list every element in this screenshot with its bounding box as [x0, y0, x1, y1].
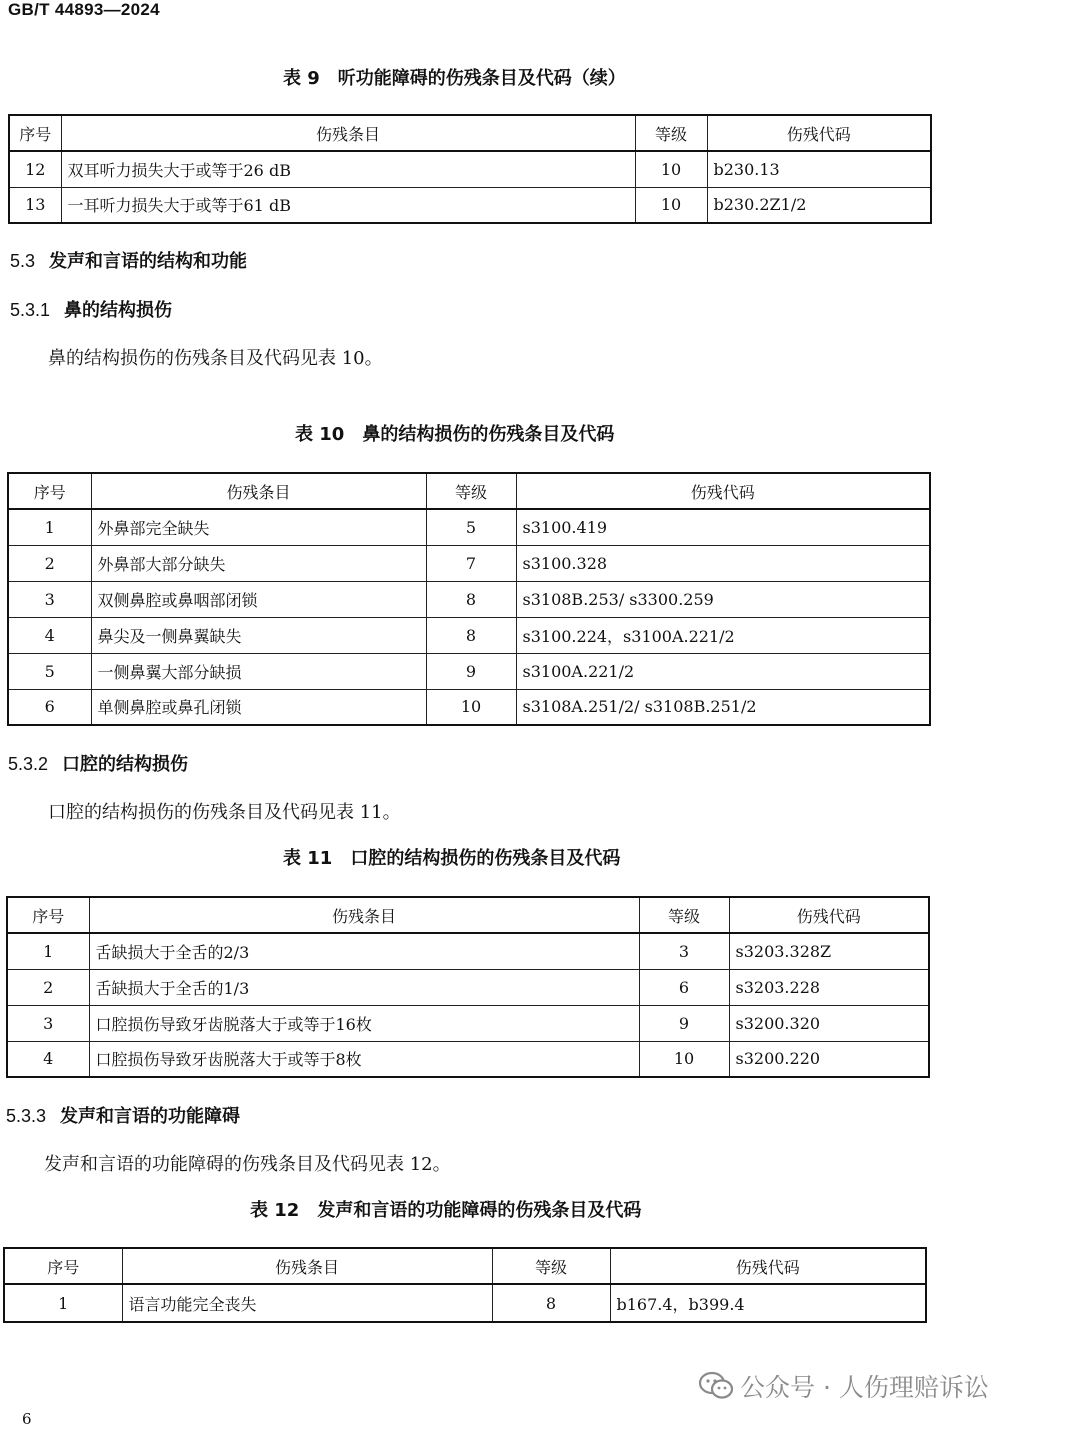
cell-grade: 8: [426, 581, 516, 617]
cell-grade: 9: [426, 653, 516, 689]
col-header-grade: 等级: [426, 473, 516, 509]
cell-item: 语言功能完全丧失: [122, 1284, 492, 1322]
cell-grade: 10: [639, 1041, 729, 1077]
cell-item: 鼻尖及一侧鼻翼缺失: [91, 617, 426, 653]
cell-index: 6: [8, 689, 91, 725]
col-header-item: 伤残条目: [89, 897, 639, 933]
col-header-grade: 等级: [492, 1248, 610, 1284]
cell-code: s3100.328: [516, 545, 930, 581]
cell-item: 外鼻部大部分缺失: [91, 545, 426, 581]
table9: [8, 114, 932, 224]
cell-index: 2: [8, 545, 91, 581]
table-row: [8, 581, 930, 617]
cell-code: b230.2Z1/2: [707, 187, 931, 223]
col-header-index: 序号: [4, 1248, 122, 1284]
cell-grade: 8: [492, 1284, 610, 1322]
cell-item: 口腔损伤导致牙齿脱落大于或等于8枚: [89, 1041, 639, 1077]
col-header-grade: 等级: [635, 115, 707, 151]
section-number: 5.3.3: [6, 1106, 47, 1126]
cell-code: s3100.224，s3100A.221/2: [516, 617, 930, 653]
cell-code: s3200.220: [729, 1041, 929, 1077]
cell-grade: 10: [426, 689, 516, 725]
cell-index: 4: [7, 1041, 89, 1077]
table12: [3, 1247, 927, 1323]
table-row: [8, 689, 930, 725]
section-title: 鼻的结构损伤: [64, 300, 173, 321]
table-row: [8, 509, 930, 545]
cell-grade: 10: [635, 151, 707, 187]
table-row: [9, 151, 931, 187]
cell-index: 3: [7, 1005, 89, 1041]
col-header-code: 伤残代码: [707, 115, 931, 151]
section-5-3-2-heading: [8, 750, 188, 776]
table-row: [8, 617, 930, 653]
cell-grade: 7: [426, 545, 516, 581]
cell-code: b230.13: [707, 151, 931, 187]
table11-caption: 表 11 口腔的结构损伤的伤残条目及代码: [283, 848, 621, 869]
section-title: 发声和言语的功能障碍: [60, 1106, 241, 1127]
cell-item: 舌缺损大于全舌的2/3: [89, 933, 639, 969]
table-row: [7, 969, 929, 1005]
cell-code: s3100.419: [516, 509, 930, 545]
cell-item: 双耳听力损失大于或等于26 dB: [61, 151, 635, 187]
cell-code: b167.4，b399.4: [610, 1284, 926, 1322]
col-header-code: 伤残代码: [729, 897, 929, 933]
section-number: 5.3: [10, 251, 36, 271]
cell-grade: 8: [426, 617, 516, 653]
wechat-icon: [698, 1371, 734, 1407]
section-number: 5.3.1: [10, 300, 51, 320]
section-title: 口腔的结构损伤: [62, 754, 189, 775]
table-row: [4, 1284, 926, 1322]
table10: [7, 472, 931, 726]
cell-index: 1: [7, 933, 89, 969]
col-header-grade: 等级: [639, 897, 729, 933]
section-5-3-3-text: 发声和言语的功能障碍的伤残条目及代码见表 12。: [44, 1154, 451, 1175]
table-row: [7, 1005, 929, 1041]
col-header-index: 序号: [7, 897, 89, 933]
cell-index: 2: [7, 969, 89, 1005]
table12-caption: 表 12 发声和言语的功能障碍的伤残条目及代码: [250, 1200, 642, 1221]
table-row: [7, 933, 929, 969]
section-5-3-1-heading: [10, 296, 172, 322]
cell-code: s3203.228: [729, 969, 929, 1005]
standard-number: GB/T 44893—2024: [8, 0, 160, 19]
cell-index: 3: [8, 581, 91, 617]
section-title: 发声和言语的结构和功能: [49, 251, 248, 272]
watermark: [698, 1368, 989, 1407]
cell-item: 外鼻部完全缺失: [91, 509, 426, 545]
cell-code: s3108B.253/ s3300.259: [516, 581, 930, 617]
cell-item: 舌缺损大于全舌的1/3: [89, 969, 639, 1005]
section-5-3-1-text: 鼻的结构损伤的伤残条目及代码见表 10。: [48, 348, 383, 369]
table-row: [8, 653, 930, 689]
cell-item: 一耳听力损失大于或等于61 dB: [61, 187, 635, 223]
cell-code: s3200.320: [729, 1005, 929, 1041]
cell-index: 1: [4, 1284, 122, 1322]
section-5-3-heading: [10, 247, 247, 273]
cell-grade: 10: [635, 187, 707, 223]
cell-item: 口腔损伤导致牙齿脱落大于或等于16枚: [89, 1005, 639, 1041]
cell-grade: 3: [639, 933, 729, 969]
cell-grade: 9: [639, 1005, 729, 1041]
section-5-3-3-heading: [6, 1102, 240, 1128]
col-header-item: 伤残条目: [122, 1248, 492, 1284]
cell-code: s3203.328Z: [729, 933, 929, 969]
table9-caption: 表 9 听功能障碍的伤残条目及代码（续）: [283, 68, 626, 89]
cell-item: 单侧鼻腔或鼻孔闭锁: [91, 689, 426, 725]
section-5-3-2-text: 口腔的结构损伤的伤残条目及代码见表 11。: [48, 802, 401, 823]
cell-grade: 6: [639, 969, 729, 1005]
section-number: 5.3.2: [8, 754, 49, 774]
cell-item: 双侧鼻腔或鼻咽部闭锁: [91, 581, 426, 617]
table-row: [7, 1041, 929, 1077]
cell-index: 1: [8, 509, 91, 545]
cell-code: s3108A.251/2/ s3108B.251/2: [516, 689, 930, 725]
page-number: 6: [22, 1410, 32, 1428]
cell-code: s3100A.221/2: [516, 653, 930, 689]
table-row: [9, 187, 931, 223]
table-row: [8, 545, 930, 581]
cell-index: 5: [8, 653, 91, 689]
table10-caption: 表 10 鼻的结构损伤的伤残条目及代码: [295, 424, 615, 445]
col-header-code: 伤残代码: [516, 473, 930, 509]
cell-item: 一侧鼻翼大部分缺损: [91, 653, 426, 689]
cell-index: 13: [9, 187, 61, 223]
cell-index: 4: [8, 617, 91, 653]
cell-index: 12: [9, 151, 61, 187]
col-header-code: 伤残代码: [610, 1248, 926, 1284]
col-header-item: 伤残条目: [91, 473, 426, 509]
cell-grade: 5: [426, 509, 516, 545]
col-header-index: 序号: [8, 473, 91, 509]
watermark-text: 公众号 · 人伤理赔诉讼: [740, 1373, 989, 1402]
col-header-index: 序号: [9, 115, 61, 151]
table11: [6, 896, 930, 1078]
col-header-item: 伤残条目: [61, 115, 635, 151]
